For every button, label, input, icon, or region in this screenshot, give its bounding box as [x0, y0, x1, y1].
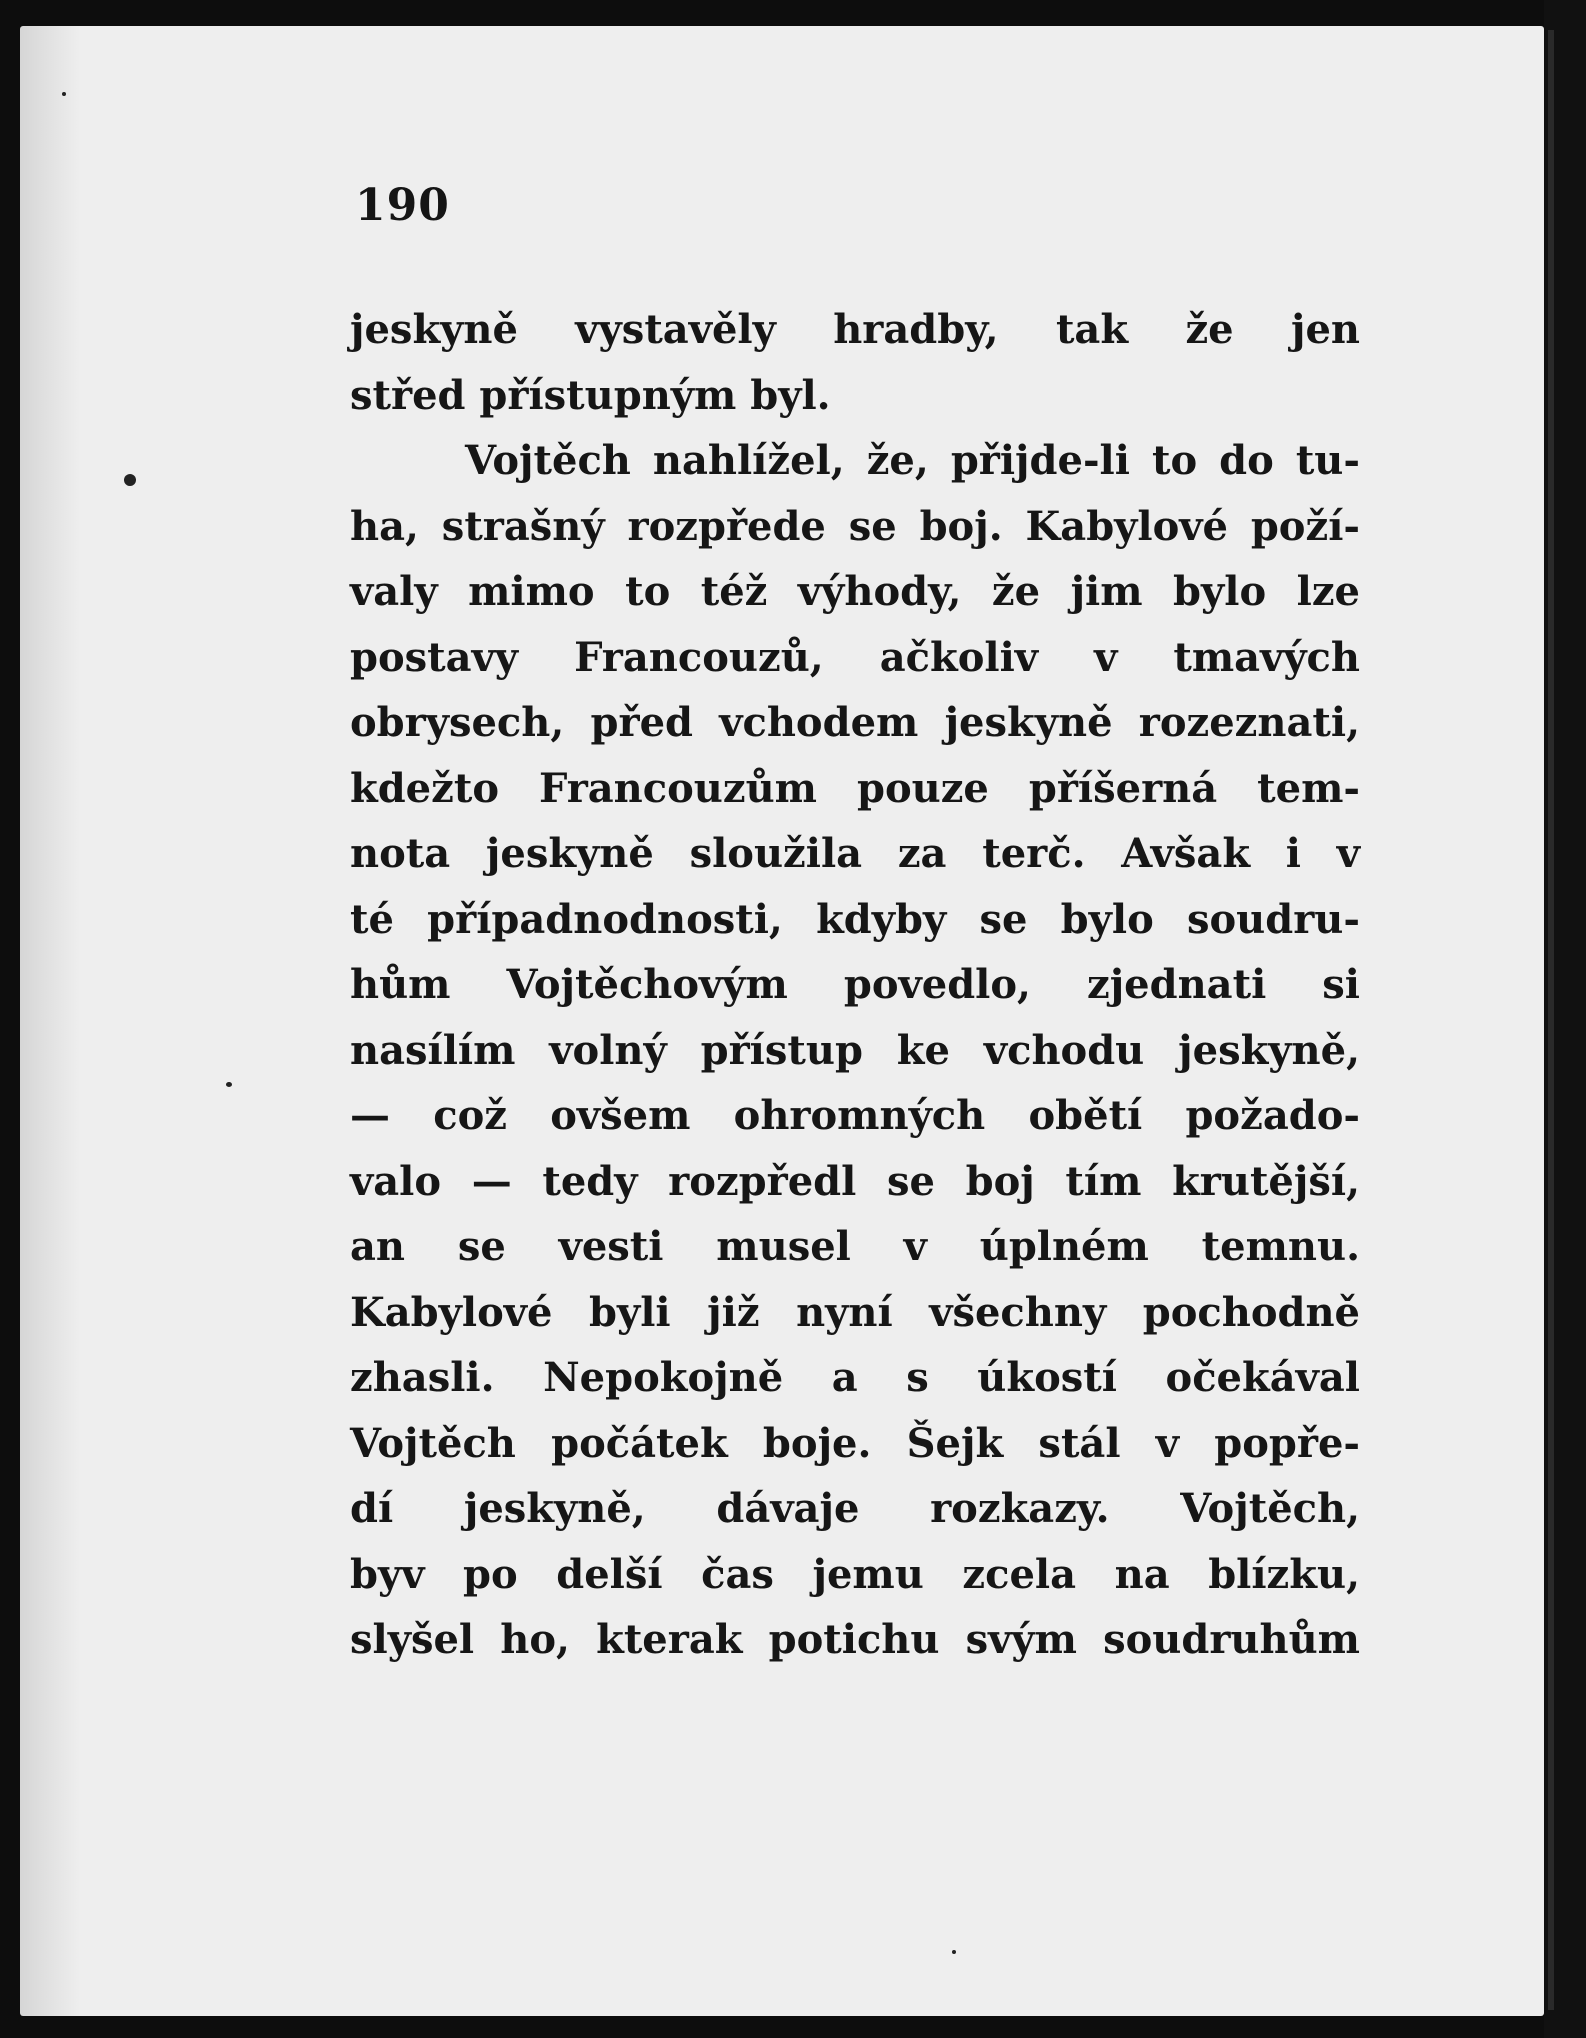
text-line: valo — tedy rozpředl se boj tím krutější, — [350, 1157, 1360, 1205]
text-line: kdežto Francouzům pouze příšerná tem- — [350, 764, 1360, 812]
scan-speck — [62, 92, 66, 96]
text-line: slyšel ho, kterak potichu svým soudruhům — [350, 1616, 1360, 1663]
text-line: zhasli. Nepokojně a s úkostí očekával — [350, 1354, 1360, 1401]
scan-speck — [124, 474, 136, 486]
scan-speck — [226, 1082, 232, 1087]
text-line: obrysech, před vchodem jeskyně rozeznati, — [350, 699, 1360, 746]
text-line: nasílím volný přístup ke vchodu jeskyně, — [350, 1026, 1360, 1074]
text-line: dí jeskyně, dávaje rozkazy. Vojtěch, — [350, 1485, 1360, 1532]
text-line: — což ovšem ohromných obětí požado- — [350, 1092, 1360, 1139]
text-line: té případnodnosti, kdyby se bylo soudru- — [350, 895, 1360, 943]
text-line: Vojtěch nahlížel, že, přijde-li to do tu- — [465, 437, 1360, 484]
text-line: střed přístupným byl. — [350, 371, 831, 419]
text-line: an se vesti musel v úplném temnu. — [350, 1223, 1360, 1270]
text-line: postavy Francouzů, ačkoliv v tmavých — [350, 633, 1360, 681]
text-line: ha, strašný rozpřede se boj. Kabylové poží- — [350, 502, 1360, 550]
text-line: jeskyně vystavěly hradby, tak že jen — [350, 306, 1360, 353]
text-line: valy mimo to též výhody, že jim bylo lze — [350, 568, 1360, 615]
page-number: 190 — [355, 180, 450, 231]
text-line: hům Vojtěchovým povedlo, zjednati si — [350, 961, 1360, 1008]
scan-speck — [952, 1950, 956, 1954]
text-line: byv po delší čas jemu zcela na blízku, — [350, 1550, 1360, 1598]
page-edge-line — [1548, 30, 1554, 2010]
text-line: nota jeskyně sloužila za terč. Avšak i v — [350, 830, 1360, 877]
text-line: Vojtěch počátek boje. Šejk stál v popře- — [350, 1419, 1360, 1467]
text-line: Kabylové byli již nyní všechny pochodně — [350, 1288, 1360, 1336]
